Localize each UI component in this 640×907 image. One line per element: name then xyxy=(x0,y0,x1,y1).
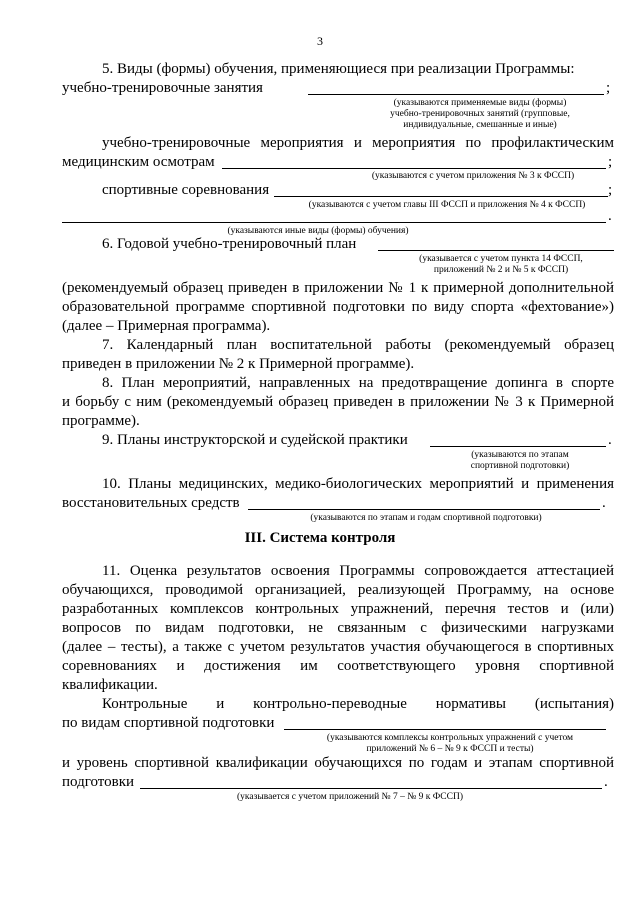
norms-note-2: приложений № 6 – № 9 к ФССП и тесты) xyxy=(366,744,534,754)
item10-line-1: 10. Планы медицинских, медико-биологических мероприятий и применения xyxy=(102,476,614,492)
section-heading: III. Система контроля xyxy=(244,530,396,546)
item9-note-2: спортивной подготовки) xyxy=(470,461,570,471)
item11-line-3: разработанных комплексов контрольных упражнений, перечня тестов и (или) xyxy=(62,601,614,617)
training-note-3: индивидуальные, смешанные и иные) xyxy=(403,120,557,130)
item10-note: (указываются по этапам и годам спортивной подготовки) xyxy=(310,513,542,523)
item8-line-2: и борьбу с ним (рекомендуемый образец приведен в приложении № 3 к Примерной xyxy=(62,394,614,410)
level-note: (указывается с учетом приложений № 7 – № 9 к ФССП) xyxy=(237,792,463,802)
competitions-blank xyxy=(274,196,608,197)
norms-blank xyxy=(284,729,606,730)
measures-semicolon: ; xyxy=(608,154,613,170)
item11-line-7: квалификации. xyxy=(62,677,158,693)
other-blank xyxy=(62,222,606,223)
level-line-1: и уровень спортивной квалификации обучающихся по годам и этапам спортивной xyxy=(62,755,614,771)
level-line-2: подготовки xyxy=(62,774,135,790)
item11-line-5: (далее – тесты), а также с учетом результатов участия обучающегося в спортивных xyxy=(62,639,614,655)
page-number: 3 xyxy=(317,34,323,48)
norms-line-1: Контрольные и контрольно-переводные нормативы (испытания) xyxy=(102,696,614,712)
level-dot: . xyxy=(604,774,608,790)
item10-dot: . xyxy=(602,495,606,511)
training-note-1: (указываются применяемые виды (формы) xyxy=(393,98,567,108)
item11-line-2: обучающихся, проводимой организацией, реализующей Программу, на основе xyxy=(62,582,614,598)
item5-title: 5. Виды (формы) обучения, применяющиеся при реализации Программы: xyxy=(102,61,575,77)
item8-line-1: 8. План мероприятий, направленных на предотвращение допинга в спорте xyxy=(102,375,614,391)
item9-dot: . xyxy=(608,432,612,448)
item6-line-1: (рекомендуемый образец приведен в приложении № 1 к примерной дополнительной xyxy=(62,280,614,296)
item9-note-1: (указываются по этапам xyxy=(471,450,569,460)
competitions-note: (указываются с учетом главы III ФССП и приложения № 4 к ФССП) xyxy=(308,200,586,210)
item7-line-1: 7. Календарный план воспитательной работы (рекомендуемый образец xyxy=(102,337,614,353)
item10-blank xyxy=(248,509,600,510)
item11-line-4: вопросов по видам подготовки, не связанным с физическими нагрузками xyxy=(62,620,614,636)
level-blank xyxy=(140,788,602,789)
item6-note-2: приложений № 2 и № 5 к ФССП) xyxy=(433,265,569,275)
item6-label: 6. Годовой учебно-тренировочный план xyxy=(102,236,357,252)
item6-line-2: образовательной программе спортивной подготовки по виду спорта «фехтование») xyxy=(62,299,614,315)
competitions-label: спортивные соревнования xyxy=(102,182,270,198)
item7-line-2: приведен в приложении № 2 к Примерной программе). xyxy=(62,356,415,372)
item6-note-1: (указывается с учетом пункта 14 ФССП, xyxy=(419,254,583,264)
measures-line-1: учебно-тренировочные мероприятия и мероприятия по профилактическим xyxy=(102,135,614,151)
norms-line-2: по видам спортивной подготовки xyxy=(62,715,275,731)
training-label: учебно-тренировочные занятия xyxy=(62,80,263,96)
item9-label: 9. Планы инструкторской и судейской практики xyxy=(102,432,408,448)
item6-blank xyxy=(378,250,614,251)
competitions-semicolon: ; xyxy=(608,182,613,198)
item8-line-3: программе). xyxy=(62,413,140,429)
norms-note-1: (указываются комплексы контрольных упражнений с учетом xyxy=(326,733,574,743)
item11-line-1: 11. Оценка результатов освоения Программы сопровождается аттестацией xyxy=(102,563,614,579)
other-note: (указываются иные виды (формы) обучения) xyxy=(227,226,409,236)
measures-note: (указываются с учетом приложения № 3 к ФССП) xyxy=(371,171,575,181)
training-note-2: учебно-тренировочных занятий (групповые, xyxy=(390,109,570,119)
measures-blank xyxy=(222,168,606,169)
training-semicolon: ; xyxy=(606,80,611,96)
item6-line-3: (далее – Примерная программа). xyxy=(62,318,271,334)
measures-line-2: медицинским осмотрам xyxy=(62,154,215,170)
training-blank xyxy=(308,94,604,95)
item9-blank xyxy=(430,446,606,447)
item10-line-2: восстановительных средств xyxy=(62,495,240,511)
item11-line-6: соревнованиях и достижения им соответствующего уровня спортивной xyxy=(62,658,614,674)
other-dot: . xyxy=(608,208,612,224)
